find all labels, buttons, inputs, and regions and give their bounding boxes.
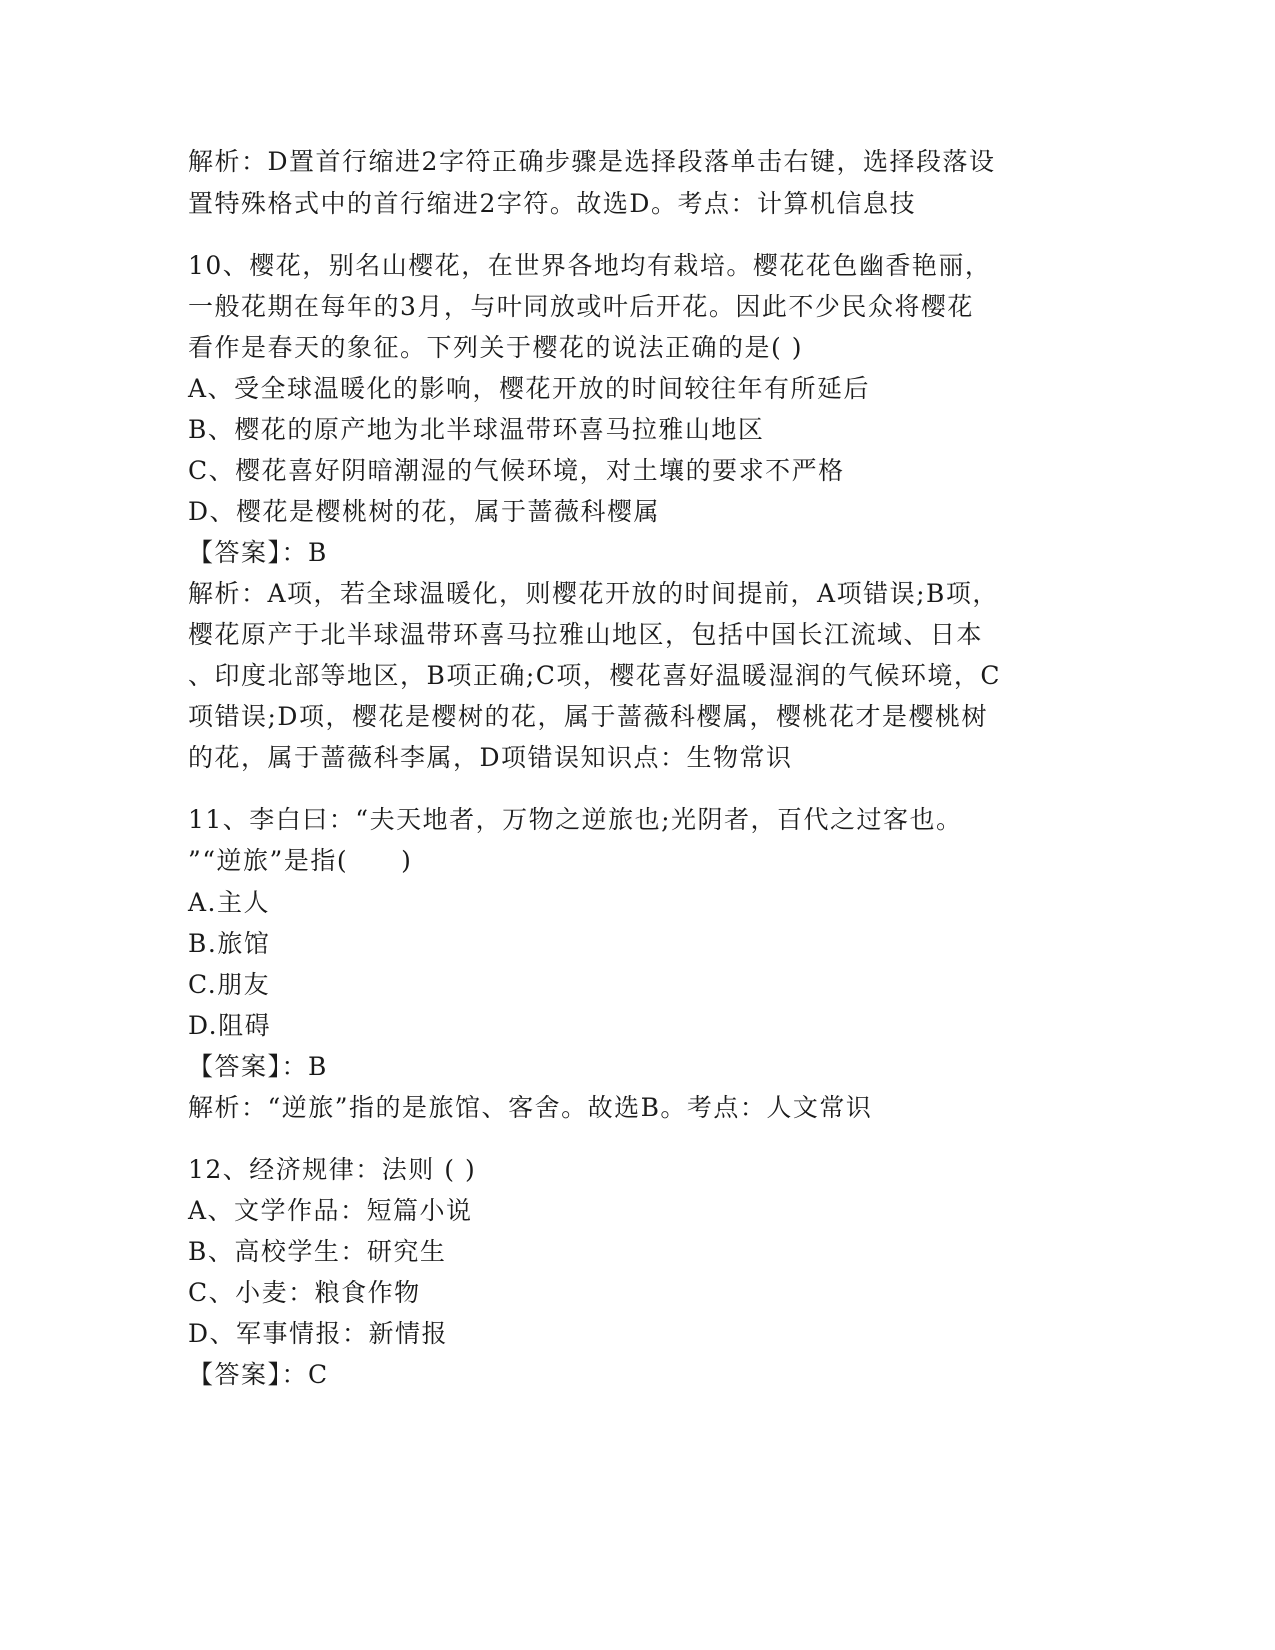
q11-option-b: B.旅馆 bbox=[188, 929, 271, 958]
q11-option-a: A.主人 bbox=[188, 888, 271, 917]
q12-option-a: A、文学作品：短篇小说 bbox=[188, 1196, 473, 1225]
q12-answer: 【答案】：C bbox=[188, 1360, 329, 1389]
q10-analysis-line-3: 、印度北部等地区，B项正确;C项，樱花喜好温暖湿润的气候环境，C bbox=[188, 661, 1002, 690]
q11-option-d: D.阻碍 bbox=[188, 1011, 272, 1040]
q10-answer: 【答案】：B bbox=[188, 538, 328, 567]
q10-option-d: D、樱花是樱桃树的花，属于蔷薇科樱属 bbox=[188, 497, 661, 526]
q10-option-a: A、受全球温暖化的影响，樱花开放的时间较往年有所延后 bbox=[188, 374, 871, 403]
q11-stem-line-1: 11、李白曰：“夫天地者，万物之逆旅也;光阴者，百代之过客也。 bbox=[188, 805, 963, 834]
q10-analysis-line-1: 解析：A项，若全球温暖化，则樱花开放的时间提前，A项错误;B项， bbox=[188, 579, 999, 608]
q12-option-b: B、高校学生：研究生 bbox=[188, 1237, 447, 1266]
q10-stem-line-3: 看作是春天的象征。下列关于樱花的说法正确的是( ) bbox=[188, 333, 803, 362]
q11-stem-line-2: ”“逆旅”是指( ) bbox=[188, 846, 413, 875]
q10-stem-line-2: 一般花期在每年的3月，与叶同放或叶后开花。因此不少民众将樱花 bbox=[188, 292, 974, 321]
q11-answer: 【答案】：B bbox=[188, 1052, 328, 1081]
q10-option-b: B、樱花的原产地为北半球温带环喜马拉雅山地区 bbox=[188, 415, 765, 444]
q10-analysis-line-5: 的花，属于蔷薇科李属，D项错误知识点：生物常识 bbox=[188, 743, 793, 772]
q12-option-c: C、小麦：粮食作物 bbox=[188, 1278, 421, 1307]
q9-analysis-line-1: 解析：D置首行缩进2字符正确步骤是选择段落单击右键，选择段落设 bbox=[188, 147, 996, 176]
q11-analysis: 解析：“逆旅”指的是旅馆、客舍。故选B。考点：人文常识 bbox=[188, 1093, 873, 1122]
q10-analysis-line-4: 项错误;D项，樱花是樱树的花，属于蔷薇科樱属，樱桃花才是樱桃树 bbox=[188, 702, 988, 731]
q10-analysis-line-2: 樱花原产于北半球温带环喜马拉雅山地区，包括中国长江流域、日本 bbox=[188, 620, 984, 649]
q12-stem: 12、经济规律：法则 ( ) bbox=[188, 1155, 477, 1184]
q10-stem-line-1: 10、樱花，别名山樱花，在世界各地均有栽培。樱花花色幽香艳丽， bbox=[188, 251, 992, 280]
q10-option-c: C、樱花喜好阴暗潮湿的气候环境，对土壤的要求不严格 bbox=[188, 456, 845, 485]
q11-option-c: C.朋友 bbox=[188, 970, 271, 999]
q12-option-d: D、军事情报：新情报 bbox=[188, 1319, 449, 1348]
q9-analysis-line-2: 置特殊格式中的首行缩进2字符。故选D。考点：计算机信息技 bbox=[188, 189, 916, 218]
